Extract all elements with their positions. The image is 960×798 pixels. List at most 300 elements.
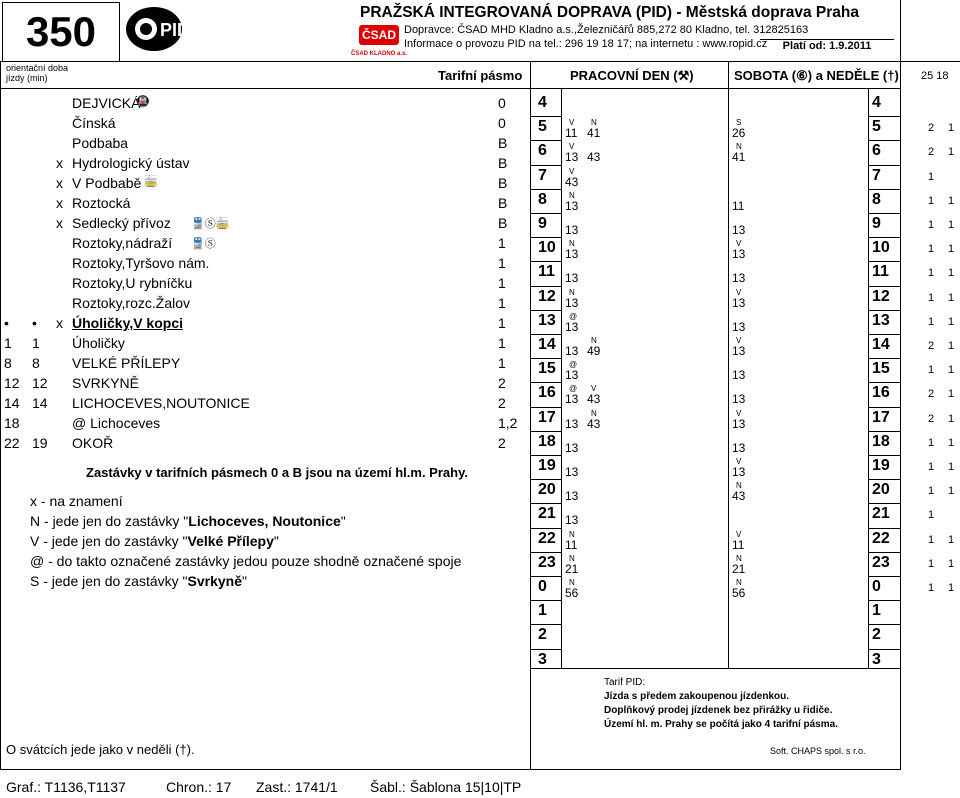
hour-right: 17 — [872, 408, 890, 426]
stop-zone: B — [498, 155, 508, 171]
departure-note: N — [591, 408, 597, 418]
stop-name: DEJVICKÁ — [72, 95, 141, 111]
hour-separator — [868, 310, 900, 311]
csad-logo — [350, 24, 408, 58]
stop-zone: 1 — [498, 275, 506, 291]
stop-name: SVRKYNĚ — [72, 375, 139, 391]
stop-row — [0, 193, 530, 213]
trip-count-2: 1 — [948, 582, 955, 594]
departure-note: N — [569, 190, 575, 200]
hour-separator — [531, 382, 561, 383]
hour-separator — [868, 189, 900, 190]
stop-name: LICHOCEVES,NOUTONICE — [72, 395, 250, 411]
stop-name: Roztoky,rozc.Žalov — [72, 295, 190, 311]
legend-symbol: V - — [30, 533, 52, 549]
stop-name: Úholičky — [72, 335, 125, 351]
departure-note: V — [569, 166, 575, 176]
trip-count-1: 1 — [928, 557, 935, 570]
trip-count-1: 1 — [928, 509, 935, 522]
stop-zone: B — [498, 175, 508, 191]
departure-note: @ — [569, 360, 578, 370]
trip-count-1: 1 — [928, 243, 935, 256]
hour-left: 12 — [538, 287, 556, 305]
transfer-icons: 🚋 — [144, 176, 158, 188]
travel-time-weekend: 19 — [32, 435, 48, 451]
stop-row — [0, 333, 530, 353]
stop-name: Roztocká — [72, 195, 131, 211]
hour-separator — [868, 624, 900, 625]
travel-time-weekend: 14 — [32, 395, 48, 411]
departure-minute-weekday: 13 — [565, 513, 579, 528]
departure-minute-weekday: 43 — [587, 150, 601, 165]
trip-count-1: 1 — [928, 315, 935, 328]
trip-count-2: 1 — [948, 412, 955, 425]
hour-left: 7 — [538, 166, 547, 184]
hour-right: 13 — [872, 311, 890, 329]
stop-name: @ Lichoceves — [72, 415, 161, 431]
departure-minute-weekday: 43 — [587, 416, 601, 431]
departure-minute-weekday: 13 — [565, 368, 579, 383]
hour-separator — [868, 649, 900, 650]
trip-count-2: 1 — [948, 388, 955, 401]
hour-right: 21 — [872, 505, 890, 523]
hour-separator — [868, 165, 900, 166]
stop-zone: 2 — [498, 375, 506, 391]
stop-row — [0, 253, 530, 273]
hour-separator — [531, 455, 561, 456]
trip-count-2: 1 — [948, 557, 955, 570]
contact-info: Informace o provozu PID na tel.: 296 19 18 17; na internetu : www.ropid.cz — [404, 38, 768, 50]
request-stop-mark: x — [56, 195, 63, 211]
departure-minute-weekend: 11 — [732, 198, 745, 213]
hour-separator — [868, 576, 900, 577]
departure-note: N — [569, 578, 575, 587]
legend-item — [30, 493, 123, 509]
departure-note: V — [736, 529, 742, 539]
departure-minute-weekend: 11 — [732, 537, 745, 552]
departure-minute-weekday: 13 — [565, 271, 579, 286]
stop-row — [0, 293, 530, 313]
trip-count-1: 1 — [928, 267, 935, 280]
trip-count-1: 1 — [928, 219, 935, 231]
bottom-frame — [0, 769, 900, 770]
trip-count-1: 2 — [928, 412, 935, 425]
departure-note: @ — [569, 384, 578, 394]
departure-minute-weekday: 13 — [565, 392, 579, 407]
trip-count-2: 1 — [948, 267, 955, 280]
trip-count-1: 1 — [928, 364, 935, 377]
hour-left: 17 — [538, 408, 556, 426]
departure-minute-weekend: 43 — [732, 489, 746, 504]
departure-note: V — [569, 118, 575, 128]
hour-right: 14 — [872, 336, 890, 353]
departure-minute-weekday: 11 — [565, 126, 578, 141]
travel-time-weekday: 22 — [4, 435, 20, 451]
hour-separator — [868, 455, 900, 456]
hour-left: 6 — [538, 142, 547, 160]
departure-note: N — [569, 239, 575, 249]
hour-right: 10 — [872, 239, 890, 257]
hour-left: 9 — [538, 215, 547, 232]
pid-logo — [124, 4, 191, 54]
departure-note: N — [569, 287, 575, 297]
stop-row — [0, 213, 530, 233]
hour-separator — [868, 286, 900, 287]
hour-separator — [531, 358, 561, 359]
legend-end: " — [241, 573, 247, 589]
legend-bold: Svrkyně — [187, 573, 242, 589]
stop-row — [0, 373, 530, 393]
stop-name: V Podbabě — [72, 175, 142, 191]
legend-item — [30, 573, 247, 589]
hour-right: 7 — [872, 166, 881, 184]
departure-minute-weekend: 13 — [732, 223, 746, 237]
trip-count-2: 1 — [948, 219, 955, 231]
hour-right: 23 — [872, 553, 890, 571]
legend-bold: Lichoceves, Noutonice — [188, 513, 341, 529]
stop-row — [0, 413, 530, 433]
stop-name: OKOŘ — [72, 435, 114, 451]
header-divider — [0, 61, 960, 62]
operator-title: PRAŽSKÁ INTEGROVANÁ DOPRAVA (PID) - Městská doprava Praha — [360, 4, 859, 21]
right-frame — [900, 0, 901, 770]
stop-row — [0, 233, 530, 253]
weekday-header: PRACOVNÍ DEN (⚒) — [570, 68, 694, 83]
departure-minute-weekday: 41 — [587, 126, 601, 141]
stop-name: Roztoky,U rybníčku — [72, 275, 193, 291]
hour-separator — [531, 165, 561, 166]
hour-right: 8 — [872, 190, 881, 208]
weekend-header: SOBOTA (⑥) a NEDĚLE (†) — [734, 68, 899, 83]
departure-minute-weekday: 43 — [565, 174, 579, 189]
departure-minute-weekday: 11 — [565, 537, 578, 552]
footer-zast: Zast.: 1741/1 — [256, 779, 338, 795]
stop-row — [0, 133, 530, 153]
hour-right: 16 — [872, 384, 890, 402]
trip-count-1: 1 — [928, 170, 935, 183]
travel-time-weekday: 8 — [4, 355, 12, 371]
orientation-label: orientační doba — [6, 63, 69, 73]
departure-note: N — [736, 142, 742, 152]
hour-right: 1 — [872, 602, 881, 620]
hour-right: 4 — [872, 94, 881, 111]
software-credit: Soft. CHAPS spol. s r.o. — [770, 746, 866, 756]
departure-note: V — [736, 239, 742, 249]
hour-separator — [868, 503, 900, 504]
departure-minute-weekend: 26 — [732, 126, 746, 141]
legend-end: " — [273, 533, 279, 549]
travel-time-weekday: 14 — [4, 395, 20, 411]
svg-text:ČSAD: ČSAD — [361, 28, 397, 42]
hour-separator — [868, 140, 900, 141]
zone-note: Zastávky v tarifních pásmech 0 a B jsou na území hl.m. Prahy. — [86, 465, 468, 480]
stop-row — [0, 273, 530, 293]
stop-row — [0, 153, 530, 173]
trip-count-2: 1 — [948, 146, 955, 159]
travel-time-weekday: 1 — [4, 335, 12, 351]
departure-minute-weekend: 13 — [732, 416, 746, 431]
trip-count-1: 1 — [928, 582, 935, 594]
hour-separator — [531, 116, 561, 117]
departure-note: @ — [569, 311, 578, 321]
stop-name: VELKÉ PŘÍLEPY — [72, 355, 181, 371]
hour-right: 22 — [872, 529, 890, 547]
hour-separator — [868, 358, 900, 359]
hour-separator — [531, 286, 561, 287]
departure-note: N — [591, 336, 597, 345]
hour-separator — [531, 552, 561, 553]
stop-row — [0, 433, 530, 453]
departure-note: V — [569, 142, 575, 152]
departure-note: V — [591, 384, 597, 394]
side-header-values: 25 18 — [921, 70, 949, 82]
tariff-title: Tarif PID: — [604, 677, 646, 688]
stop-zone: 1 — [498, 255, 506, 271]
departure-note: V — [736, 336, 742, 345]
trip-count-1: 2 — [928, 388, 935, 401]
stop-row — [0, 353, 530, 373]
hour-right: 12 — [872, 287, 890, 305]
hour-left: 2 — [538, 626, 547, 644]
pid-logo-text: PID — [160, 20, 191, 40]
departure-minute-weekend: 13 — [732, 368, 746, 383]
hour-separator — [531, 624, 561, 625]
trip-count-1: 1 — [928, 533, 935, 546]
stop-name: Podbaba — [72, 135, 129, 151]
departure-minute-weekend: 41 — [732, 150, 746, 165]
departure-minute-weekend: 13 — [732, 319, 746, 334]
trip-count-1: 2 — [928, 146, 935, 159]
hour-left: 22 — [538, 529, 556, 547]
departure-note: N — [569, 553, 575, 563]
legend-bold: Velké Přílepy — [187, 533, 274, 549]
legend-symbol: x - — [30, 493, 50, 509]
hour-separator — [531, 503, 561, 504]
hour-separator — [531, 407, 561, 408]
legend-text: na znamení — [49, 493, 123, 509]
hour-left: 13 — [538, 311, 556, 329]
travel-time-weekend: 1 — [32, 335, 40, 351]
tariff-line-2: Doplňkový prodej jízdenek bez přirážky u řidiče. — [604, 705, 833, 716]
legend-symbol: S - — [30, 573, 52, 589]
day-divider — [728, 62, 729, 668]
stop-zone: 1,2 — [498, 415, 518, 431]
hour-right: 6 — [872, 142, 881, 160]
trip-count-1: 1 — [928, 436, 935, 449]
hour-left: 0 — [538, 578, 547, 595]
holiday-note: O svátcích jede jako v neděli (†). — [6, 742, 195, 757]
column-header-divider — [0, 88, 900, 89]
carrier-info: Dopravce: ČSAD MHD Kladno a.s.,Železničářů 885,272 80 Kladno, tel. 312825163 — [404, 24, 809, 36]
trip-count-1: 2 — [928, 340, 935, 352]
departure-minute-weekend: 56 — [732, 586, 746, 600]
minutes-label: jízdy (min) — [6, 73, 48, 83]
stop-zone: 2 — [498, 435, 506, 451]
hour-left: 19 — [538, 457, 556, 474]
hour-separator — [531, 189, 561, 190]
stop-name: Čínská — [72, 115, 116, 131]
hour-separator — [868, 407, 900, 408]
departure-minute-weekday: 13 — [565, 440, 579, 455]
tariff-line-3: Území hl. m. Prahy se počítá jako 4 tarifní pásma. — [604, 719, 838, 730]
departure-minute-weekend: 13 — [732, 247, 746, 262]
hour-separator — [531, 600, 561, 601]
trip-count-2: 1 — [948, 122, 955, 135]
hour-column-border — [561, 88, 562, 668]
hour-separator — [868, 334, 900, 335]
stop-row — [0, 393, 530, 413]
departure-minute-weekend: 21 — [732, 561, 746, 576]
hour-separator — [531, 479, 561, 480]
departure-note: N — [736, 553, 742, 563]
trip-count-2: 1 — [948, 315, 955, 328]
trip-count-1: 1 — [928, 485, 935, 498]
hour-column-border — [868, 88, 869, 668]
hour-separator — [531, 576, 561, 577]
travel-time-weekend: • — [32, 315, 37, 331]
legend-text: do takto označené zastávky jedou pouze shodně označené spoje — [56, 553, 462, 569]
departure-minute-weekday: 13 — [565, 489, 579, 504]
hour-separator — [531, 649, 561, 650]
stop-zone: B — [498, 215, 508, 231]
departure-note: S — [736, 118, 742, 128]
departure-minute-weekend: 13 — [732, 392, 746, 407]
departure-note: N — [736, 481, 742, 491]
legend-end: " — [340, 513, 346, 529]
hour-right: 2 — [872, 626, 881, 644]
hour-right: 15 — [872, 360, 890, 378]
stop-zone: 0 — [498, 95, 506, 111]
departure-minute-weekday: 13 — [565, 465, 579, 479]
line-number: 350 — [2, 2, 120, 62]
hour-left: 23 — [538, 553, 556, 571]
departure-minute-weekday: 13 — [565, 247, 579, 262]
trip-count-2: 1 — [948, 533, 955, 546]
trip-count-2: 1 — [948, 243, 955, 256]
departure-note: N — [569, 529, 575, 539]
hour-right: 11 — [872, 263, 889, 281]
stop-zone: B — [498, 195, 508, 211]
hour-separator — [531, 431, 561, 432]
valid-from: Platí od: 1.9.2011 — [760, 39, 894, 55]
stop-name: Roztoky,nádraží — [72, 235, 173, 251]
stop-row — [0, 313, 530, 333]
departure-minute-weekday: 13 — [565, 223, 579, 237]
departure-minute-weekday: 56 — [565, 586, 579, 600]
legend-text: jede jen do zastávky " — [52, 513, 189, 529]
hour-separator — [531, 334, 561, 335]
transfer-icons: 🚇 — [136, 96, 151, 108]
transfer-icons: 🚆Ⓢ🚋 — [191, 218, 230, 230]
hour-right: 9 — [872, 215, 881, 232]
departure-note: V — [736, 457, 742, 466]
departure-minute-weekday: 13 — [565, 416, 579, 431]
trip-count-2: 1 — [948, 340, 955, 352]
trip-count-2: 1 — [948, 364, 955, 377]
hour-separator — [868, 552, 900, 553]
legend-symbol: N - — [30, 513, 53, 529]
hour-right: 18 — [872, 432, 890, 450]
stop-zone: 0 — [498, 115, 506, 131]
stop-row — [0, 173, 530, 193]
trip-count-2: 1 — [948, 194, 955, 207]
hour-left: 20 — [538, 481, 556, 499]
departure-minute-weekday: 13 — [565, 150, 579, 165]
departure-note: V — [736, 408, 742, 418]
stop-name: Hydrologický ústav — [72, 155, 190, 171]
stop-zone: 1 — [498, 335, 506, 351]
stop-zone: 1 — [498, 355, 506, 371]
departure-minute-weekend: 13 — [732, 271, 746, 286]
legend-text: jede jen do zastávky " — [51, 573, 188, 589]
stop-row — [0, 93, 530, 113]
trip-count-1: 1 — [928, 291, 935, 304]
legend-item — [30, 533, 279, 549]
footer-sabl: Šabl.: Šablona 15|10|TP — [370, 779, 522, 795]
stop-zone: 2 — [498, 395, 506, 411]
hour-separator — [868, 116, 900, 117]
hour-left: 21 — [538, 505, 556, 523]
stop-name: Úholičky,V kopci — [72, 315, 183, 331]
hour-separator — [531, 237, 561, 238]
hour-left: 8 — [538, 190, 547, 208]
legend-item — [30, 553, 461, 569]
trip-count-1: 1 — [928, 461, 935, 473]
legend-text: jede jen do zastávky " — [51, 533, 188, 549]
hour-separator — [868, 213, 900, 214]
hour-separator — [868, 600, 900, 601]
stop-zone: 1 — [498, 295, 506, 311]
departure-minute-weekend: 13 — [732, 465, 746, 479]
departure-minute-weekend: 13 — [732, 440, 746, 455]
footer-graf: Graf.: T1136,T1137 — [6, 779, 126, 795]
hour-right: 3 — [872, 650, 881, 668]
departure-minute-weekday: 43 — [587, 392, 601, 407]
hour-right: 0 — [872, 578, 881, 595]
travel-time-weekday: • — [4, 315, 9, 331]
departure-minute-weekday: 13 — [565, 319, 579, 334]
request-stop-mark: x — [56, 175, 63, 191]
hour-right: 20 — [872, 481, 890, 499]
hour-left: 1 — [538, 602, 547, 620]
hour-separator — [868, 431, 900, 432]
legend-item — [30, 513, 346, 529]
footer-chron: Chron.: 17 — [166, 779, 232, 795]
trip-count-1: 1 — [928, 194, 935, 207]
stop-row — [0, 113, 530, 133]
schedule-bottom — [531, 668, 900, 669]
travel-time-weekend: 12 — [32, 375, 48, 391]
departure-minute-weekday: 13 — [565, 295, 579, 310]
departure-minute-weekend: 13 — [732, 344, 746, 358]
hour-separator — [531, 528, 561, 529]
trip-count-1: 2 — [928, 122, 935, 135]
travel-time-weekend: 8 — [32, 355, 40, 371]
stop-name: Sedlecký přívoz — [72, 215, 171, 231]
transfer-icons: 🚆Ⓢ — [191, 238, 216, 250]
departure-minute-weekend: 13 — [732, 295, 746, 310]
trip-count-2: 1 — [948, 436, 955, 449]
departure-note: N — [736, 578, 742, 587]
request-stop-mark: x — [56, 215, 63, 231]
hour-separator — [868, 261, 900, 262]
csad-logo-text: ČSAD KLADNO a.s. — [350, 51, 408, 57]
hour-separator — [531, 213, 561, 214]
hour-left: 16 — [538, 384, 556, 402]
departure-note: V — [736, 287, 742, 297]
trip-count-2: 1 — [948, 291, 955, 304]
stop-name: Roztoky,Tyršovo nám. — [72, 255, 210, 271]
